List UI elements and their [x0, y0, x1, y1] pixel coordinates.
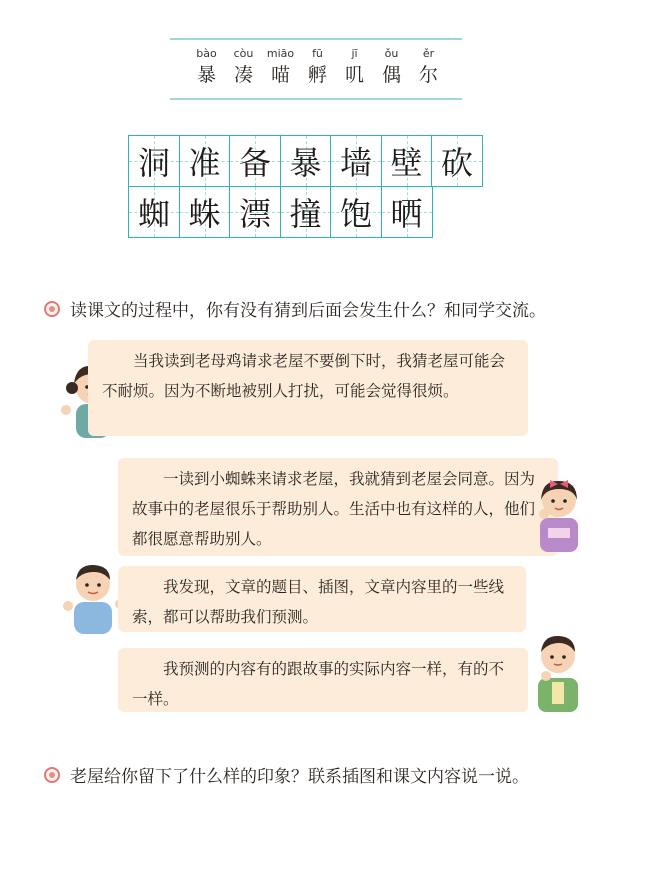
boy-thinking-illustration — [528, 626, 588, 718]
grid-cell — [431, 135, 483, 187]
word-item — [336, 46, 373, 88]
word-item — [188, 46, 225, 88]
grid-char: 漂 — [238, 194, 271, 233]
pinyin: còu — [233, 47, 254, 60]
grid-cell — [128, 186, 180, 238]
word-item — [410, 46, 447, 88]
question-2 — [44, 762, 529, 787]
hanzi: 凑 — [233, 64, 253, 86]
grid-char: 饱 — [339, 194, 372, 233]
grid-char: 砍 — [440, 144, 473, 182]
grid-cell — [128, 135, 180, 187]
grid-cell — [179, 135, 231, 187]
grid-cell — [381, 186, 433, 238]
hanzi: 叽 — [344, 64, 364, 86]
hanzi: 孵 — [307, 64, 327, 86]
pinyin: ǒu — [384, 47, 399, 60]
pinyin: bào — [196, 47, 217, 60]
speech-bubble-3 — [118, 566, 526, 632]
grid-cell — [229, 186, 281, 238]
hanzi: 尔 — [418, 64, 438, 86]
question-bullet-icon — [44, 767, 60, 783]
pinyin: ěr — [422, 47, 435, 60]
recognition-words-box — [170, 38, 462, 100]
question-1-text: 读课文的过程中，你有没有猜到后面会发生什么？和同学交流。 — [70, 301, 546, 321]
hanzi: 暴 — [196, 64, 216, 86]
bubble-1-text: 当我读到老母鸡请求老屋不要倒下时，我猜老屋可能会不耐烦。因为不断地被别人打扰，可能会觉得很烦。 — [102, 352, 506, 400]
question-1 — [44, 296, 546, 321]
word-item — [299, 46, 336, 88]
grid-cell — [229, 135, 281, 187]
question-bullet-icon — [44, 301, 60, 317]
grid-char: 洞 — [137, 144, 170, 182]
writing-grid — [128, 135, 482, 236]
grid-char: 壁 — [390, 144, 423, 182]
grid-char: 蛛 — [188, 194, 221, 233]
speech-bubble-1 — [88, 340, 528, 436]
bubble-4-text: 我预测的内容有的跟故事的实际内容一样，有的不一样。 — [132, 660, 505, 708]
question-2-text: 老屋给你留下了什么样的印象？联系插图和课文内容说一说。 — [70, 767, 529, 787]
recognition-words — [188, 46, 447, 88]
bubble-3-text: 我发现，文章的题目、插图，文章内容里的一些线索，都可以帮助我们预测。 — [132, 578, 505, 626]
grid-cell — [280, 186, 332, 238]
word-item — [373, 46, 410, 88]
girl-with-bow-illustration — [528, 470, 590, 558]
grid-cell — [381, 135, 433, 187]
grid-cell — [330, 135, 382, 187]
grid-char: 撞 — [289, 194, 322, 233]
pinyin: miāo — [266, 47, 295, 60]
grid-cell — [280, 135, 332, 187]
grid-char: 蜘 — [137, 194, 170, 233]
speech-bubble-2 — [118, 458, 558, 556]
bubble-2-text: 一读到小蜘蛛来请求老屋，我就猜到老屋会同意。因为故事中的老屋很乐于帮助别人。生活中也有这样的人，他们都很愿意帮助别人。 — [132, 470, 536, 548]
pinyin: jī — [351, 47, 358, 60]
grid-cell — [179, 186, 231, 238]
word-item — [262, 46, 299, 88]
grid-row-2 — [128, 186, 482, 237]
grid-char: 准 — [188, 144, 221, 182]
hanzi: 喵 — [270, 64, 290, 86]
pinyin: fū — [312, 47, 323, 60]
grid-cell — [330, 186, 382, 238]
speech-bubble-4 — [118, 648, 528, 712]
grid-char: 墙 — [339, 144, 372, 182]
grid-char: 备 — [238, 144, 271, 182]
word-item — [225, 46, 262, 88]
grid-row-1 — [128, 135, 482, 186]
hanzi: 偶 — [381, 64, 401, 86]
grid-char: 暴 — [289, 144, 322, 182]
grid-char: 晒 — [390, 194, 423, 233]
